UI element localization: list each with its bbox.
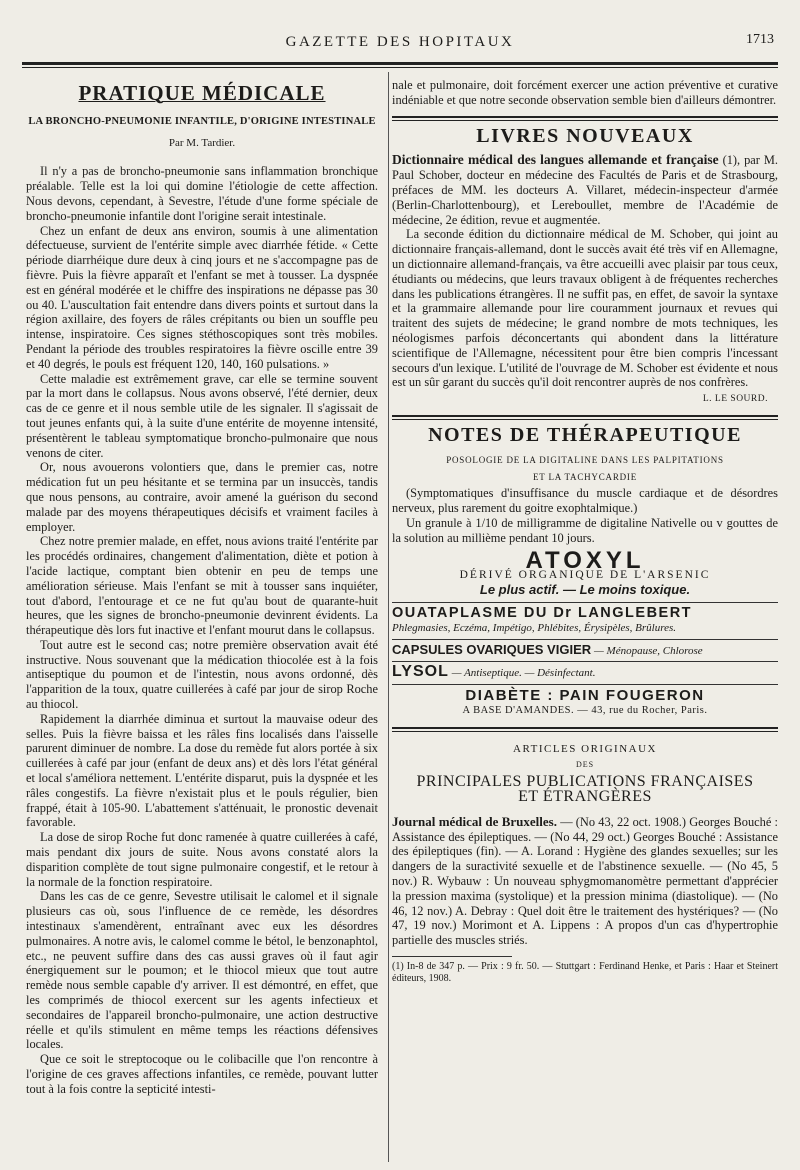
- paragraph: Cette maladie est extrêmement grave, car elle se termine souvent par la mort dans le collapsus. Nous avons observé, l'été dernier, deux cas de ce genre et il nous semble utile de les signaler. Il s'agissait de tout jeunes enfants qui, à la suite d'une entérite de moyenne intensité, présentèrent le tableau symptomatique broncho-pulmonaire que nous venons de citer.: [26, 371, 378, 460]
- publications-heading: PRINCIPALES PUBLICATIONS FRANÇAISES: [416, 773, 754, 791]
- paragraph: Dans les cas de ce genre, Sevestre utilisait le calomel et il signale plusieurs cas où, sous l'influence de ce remède, les désordres intestinaux s'amendèrent, entraînant avec eux les désordres pulmonaires. A notre avis, le calomel comme le bétol, le benzonaphtol, etc., ne peuvent suffire dans des cas aussi graves où il faut agir énergiquement sur le poumon; et le thiocol mieux que tout autre remède nous semble capable d'y arriver. Il est démontré, en effet, que les comprimés de thiocol exercent sur les agents infectieux et secondaires de l'appareil broncho-pulmonaire, une action destructive réelle et qu'ils stimulent en même temps les réactions défensives locales.: [26, 889, 378, 1052]
- column-separator: [388, 72, 389, 1162]
- dictionary-details: par M. Paul Schober, docteur en médecine des Facultés de Paris et de Strasbourg, préfaces de MM. les docteurs A. Villaret, médecin-inspecteur d'armée (Berlin-Charlottenbourg), et Lereboullet, membre de l'Académie de médecine, 2e édition, revue et augmentée.: [392, 153, 779, 227]
- ad-capsules-name: CAPSULES OVARIQUES VIGIER: [392, 641, 592, 657]
- ad-capsules-uses: — Ménopause, Chlorose: [594, 644, 703, 657]
- section-title-pratique: PRATIQUE MÉDICALE: [78, 81, 326, 105]
- article-byline: Par M. Tardier.: [168, 136, 236, 149]
- section-rule-thin: [392, 120, 778, 121]
- ad-diabete-address: A BASE D'AMANDES. — 43, rue du Rocher, Paris.: [462, 704, 708, 716]
- paragraph: Chez notre premier malade, en effet, nous avions traité l'entérite par les procédés ordinaires, changement d'alimentation, diète et potion à l'acide lactique, comptant bien obtenir en peu de temps une amélioration sérieuse. Mais l'enfant se mit à tousser sans inquiéter, tout d'abord, l'entourage et ce ne fut qu'au bout de quarante-huit heures, que les signes de broncho-pneumonie devinrent évidents. La thérapeutique dès lors fut inactive et l'enfant mourut dans le collapsus.: [26, 534, 378, 638]
- paragraph: Chez un enfant de deux ans environ, soumis à une alimentation défectueuse, survient de l'entérite simple avec diarrhée fétide. « Cette période diarrhéique dure deux à cinq jours et ne s'accompagne pas de fièvre. Puis la fièvre apparaît et l'enfant se met à tousser. La dyspnée est en général modérée et le chiffre des inspirations ne dépasse pas 30 ou 40. L'auscultation fait entendre dans divers points et surtout dans la région axillaire, des foyers de râles crépitants ou bien un souffle peu intense, inspiratoire. Ces signes stéthoscopiques sont très mobiles. Pendant la période des troubles respiratoires la fièvre oscille entre 39 et 40 degrés, le pouls est fréquent 120, 140, 160 pulsations. »: [26, 223, 378, 371]
- dictionary-title: Dictionnaire médical des langues allemande et française: [392, 152, 719, 168]
- ad-atoxyl-name: ATOXYL: [525, 546, 645, 574]
- section-rule-thin: [392, 731, 778, 732]
- advertisements: [392, 546, 778, 719]
- header-rule-thin: [22, 67, 778, 68]
- footnote-rule: [392, 956, 512, 957]
- paragraph: Or, nous avouerons volontiers que, dans le premier cas, notre médication fut un peu hésitante et se termina par un insuccès, tandis que nous pensons, au contraire, avoir amené la guérison du second malade par des moyens thérapeutiques décisifs et vraiment faciles à employer.: [26, 460, 378, 534]
- ad-ouataplasme-uses: Phlegmasies, Eczéma, Impétigo, Phlébites, Érysipèles, Brûlures.: [392, 621, 677, 634]
- page-number: 1713: [746, 32, 774, 47]
- footnote-ref: (1),: [722, 153, 741, 168]
- ad-lysol-name: LYSOL: [392, 663, 449, 681]
- ad-capsules: [392, 643, 778, 659]
- paragraph: Rapidement la diarrhée diminua et surtout la mauvaise odeur des selles. Puis la fièvre baissa et les râles fins localisés dans l'aisselle parurent diminuer de nombre. La dose du remède fut alors portée à six cuillerées à café par jour (enfant de deux ans) et dès lors l'état général et local s'améliora nettement. L'entérite disparut, puis la dyspnée et les râles congestifs. La fièvre n'existait plus et le pouls régulier, bien frappé, était à 105-90. L'abattement s'atténuait, le pronostic devenait favorable.: [26, 711, 378, 830]
- article-title: LA BRONCHO-PNEUMONIE INFANTILE, D'ORIGINE INTESTINALE: [28, 115, 376, 127]
- section-title-livres: LIVRES NOUVEAUX: [476, 124, 694, 147]
- footnote: (1) In-8 de 347 p. — Prix : 9 fr. 50. — Stuttgart : Ferdinand Henke, et Paris : Haar et Steinert éditeurs, 1908.: [392, 961, 778, 985]
- ad-atoxyl-tagline: Le plus actif. — Le moins toxique.: [479, 582, 691, 598]
- paragraph: Que ce soit le streptocoque ou le colibacille que l'on rencontre à l'origine de ces graves affections infantiles, ce remède, pouvant lutter tout à la fois contre la septicité intesti-: [26, 1052, 378, 1096]
- notes-paragraph: (Symptomatiques d'insuffisance du muscle cardiaque et de désordres nerveux, plus rarement du goitre exophtalmique.): [392, 486, 778, 516]
- journal-name: Journal médical de Bruxelles.: [392, 813, 557, 829]
- journal-title: GAZETTE DES HOPITAUX: [285, 34, 515, 50]
- ad-divider: [392, 661, 778, 662]
- ad-lysol-uses: — Antiseptique. — Désinfectant.: [451, 667, 596, 680]
- notes-subtitle: POSOLOGIE DE LA DIGITALINE DANS LES PALPITATIONS: [446, 454, 724, 465]
- ad-diabete-name: DIABÈTE : PAIN FOUGERON: [465, 687, 705, 705]
- section-rule: [392, 727, 778, 729]
- section-rule-thin: [392, 419, 778, 420]
- journal-contents: — (No 43, 22 oct. 1908.) Georges Bouché : Assistance des épileptiques. — (No 44, 29 oct.) Georges Bouché : Assistance des épileptiques (fin). — A. Lorand : Hygiène des glandes sexuelles; sur les dangers de la suractivité sexuelle et de l'abstinence sexuelle. — (No 45, 5 nov.) R. Wybauw : Un nouveau sphygmomanomètre permettant d'apprécier la pression maxima (systolique) et la pression minima (diastolique). — (No 46, 12 nov.) A. Debray : Quel doit être le traitement des hystériques? — (No 47, 19 nov.) Morimont et A. Lippens : A propos d'un cas d'hypertrophie partielle des muscles striés.: [392, 814, 778, 948]
- continuation-text: nale et pulmonaire, doit forcément exercer une action préventive et curative indéniable et que notre seconde observation semble bien d'ailleurs démontrer.: [392, 78, 778, 107]
- notes-subtitle-2: ET LA TACHYCARDIE: [532, 471, 638, 482]
- ad-lysol: [392, 665, 778, 681]
- ad-ouataplasme-name: OUATAPLASME DU Dr LANGLEBERT: [392, 604, 693, 621]
- paragraph: Il n'y a pas de broncho-pneumonie sans inflammation bronchique préalable. Telle est la loi qui domine l'étiologie de cette affection. Nous devons, cependant, à Sevestre, l'étude d'une forme spéciale de broncho-pneumonie infantile dont l'origine serait intestinale.: [26, 164, 378, 223]
- left-column: [26, 78, 378, 1097]
- review-signature: L. LE SOURD.: [702, 394, 768, 405]
- right-column: [392, 78, 778, 985]
- ad-atoxyl-subtitle: DÉRIVÉ ORGANIQUE DE L'ARSENIC: [459, 569, 711, 582]
- dictionary-entry: [392, 153, 778, 227]
- header-rule: [22, 62, 778, 65]
- articles-heading-des: DES: [575, 760, 595, 770]
- publications-heading-2: ET ÉTRANGÈRES: [518, 788, 652, 806]
- articles-heading: ARTICLES ORIGINAUX: [513, 742, 657, 755]
- ad-divider: [392, 602, 778, 603]
- page-header: [0, 28, 800, 58]
- section-rule: [392, 415, 778, 417]
- ad-divider: [392, 639, 778, 640]
- section-rule: [392, 116, 778, 118]
- ad-divider: [392, 684, 778, 685]
- section-title-notes: NOTES DE THÉRAPEUTIQUE: [428, 423, 742, 446]
- review-paragraph: La seconde édition du dictionnaire médical de M. Schober, qui joint au dictionnaire français-allemand, dont le succès avait été très vif en Allemagne, un dictionnaire allemand-français, va être accueilli avec plaisir par tous ceux, étudiants ou médecins, que leurs travaux obligent à de fréquentes recherches dans les publications étrangères. Il ne suffit pas, en effet, de savoir la syntaxe et la grammaire allemande pour lire couramment journaux et revues qui traitent des sujets de médecine; le grand nombre de mots techniques, les néologismes parfois déconcertants qui abondent dans la littérature scientifique de l'Allemagne, nécessitent pour être bien compris l'incessant secours d'un lexique. L'utilité de l'ouvrage de M. Schober est évidente et nous est un sûr garant du succès qu'il doit rencontrer auprès de nos confrères.: [392, 227, 778, 390]
- paragraph: Tout autre est le second cas; notre première observation avait été instructive. Nous souvenant que la médication thiocolée est à la fois antiseptique du poumon et de l'intestin, nous avons ordonné, dès l'apparition de la toux, quatre cuillerées à café par jour de sirop Roche au thiocol.: [26, 637, 378, 712]
- notes-paragraph: Un granule à 1/10 de milligramme de digitaline Nativelle ou v gouttes de la solution au millième pendant 10 jours.: [392, 515, 778, 545]
- paragraph: La dose de sirop Roche fut donc ramenée à quatre cuillerées à café, mais pendant dix jours de suite. Nous avons constaté alors la disparition complète de tout signe pulmonaire congestif, et le retour à la normale de la fonction respiratoire.: [26, 830, 378, 889]
- journal-entry: [392, 815, 778, 948]
